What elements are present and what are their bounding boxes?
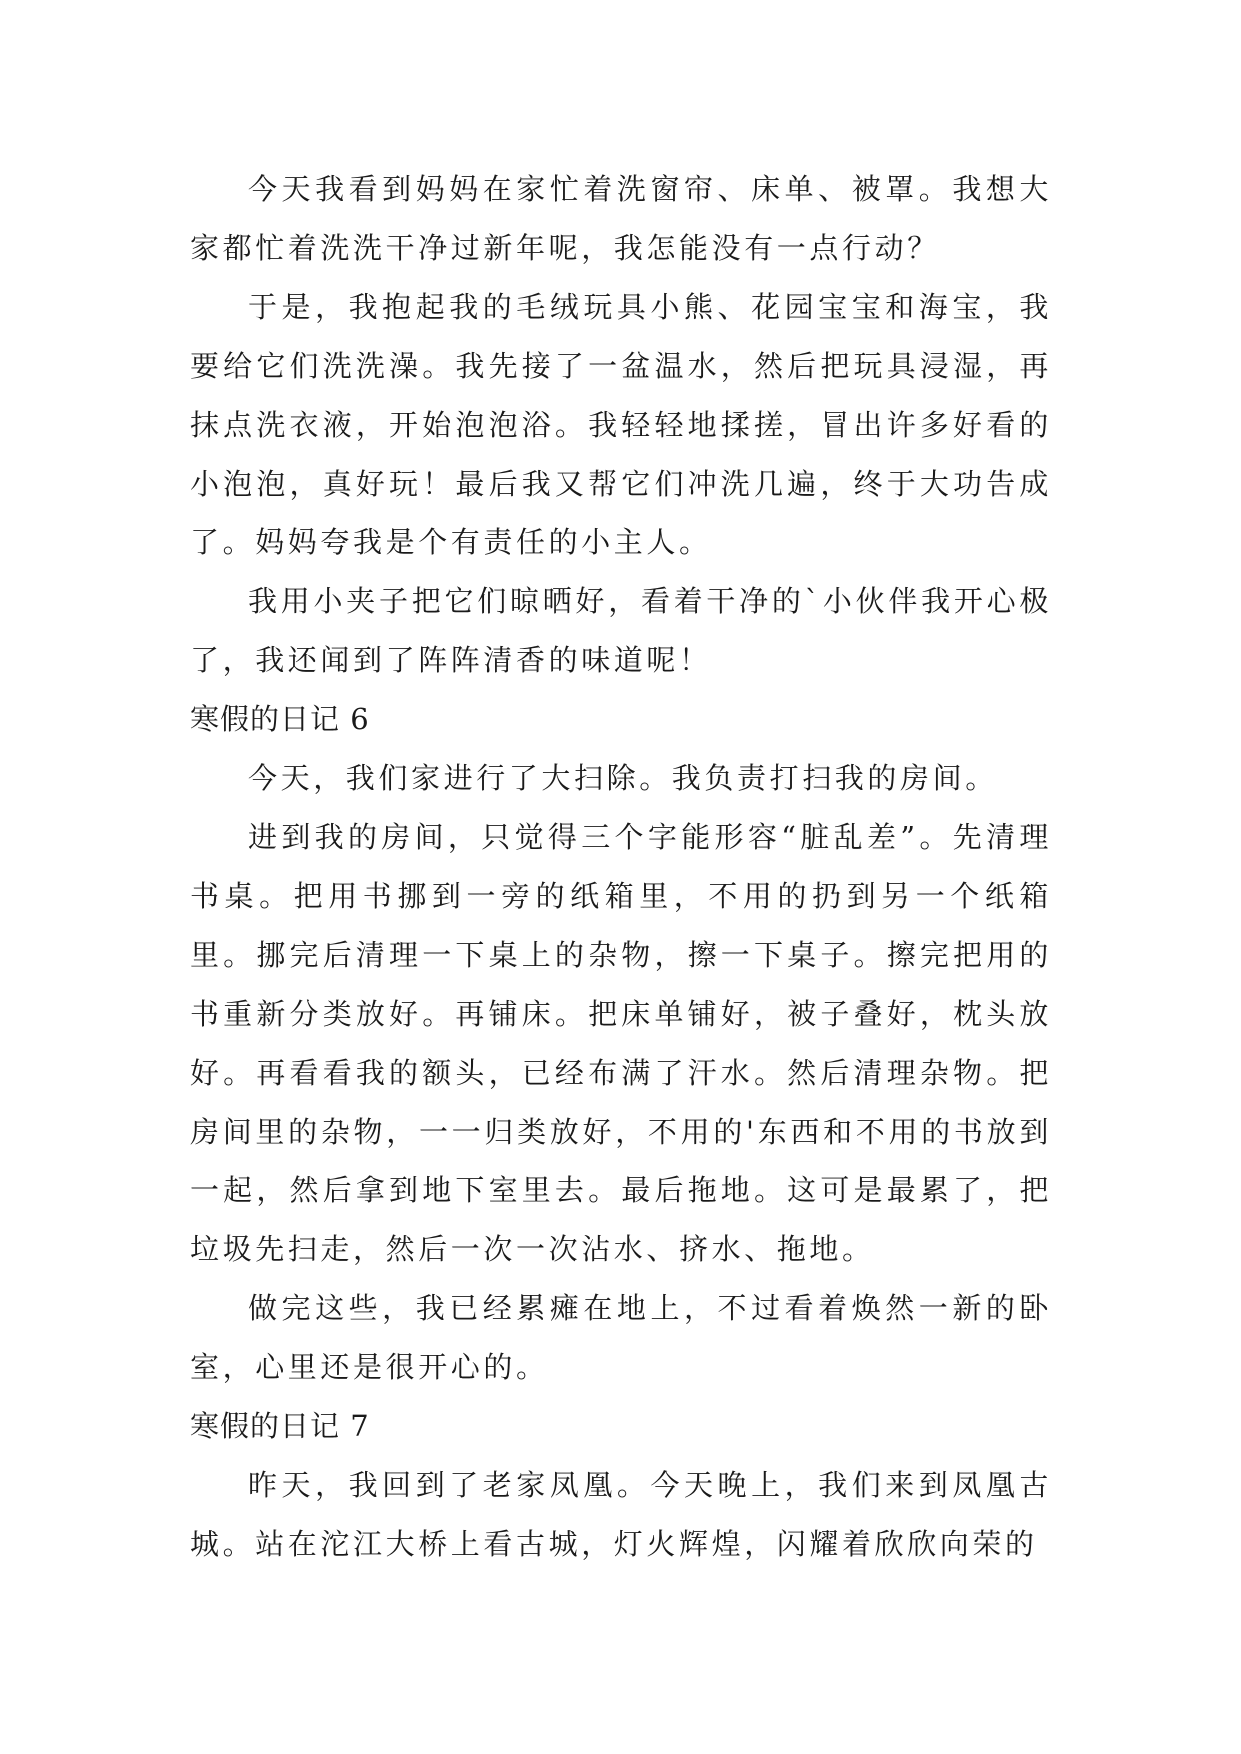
section-heading: 寒假的日记 7 [190,1409,370,1444]
paragraph: 我用小夹子把它们晾晒好，看着干净的`小伙伴我开心极了，我还闻到了阵阵清香的味道呢！ [190,584,1052,678]
paragraph: 今天我看到妈妈在家忙着洗窗帘、床单、被罩。我想大家都忙着洗洗干净过新年呢，我怎能没有一点行动？ [190,172,1052,265]
paragraph: 于是，我抱起我的毛绒玩具小熊、花园宝宝和海宝，我要给它们洗洗澡。我先接了一盆温水，然后把玩具浸湿，再抹点洗衣液，开始泡泡浴。我轻轻地揉搓，冒出许多好看的小泡泡，真好玩！最后我又帮它们冲洗几遍，终于大功告成了。妈妈夸我是个有责任的小主人。 [190,289,1052,560]
paragraph: 进到我的房间，只觉得三个字能形容“脏乱差”。先清理书桌。把用书挪到一旁的纸箱里，不用的扔到另一个纸箱里。挪完后清理一下桌上的杂物，擦一下桌子。擦完把用的书重新分类放好。再铺床。把床单铺好，被子叠好，枕头放好。再看看我的额头，已经布满了汗水。然后清理杂物。把房间里的杂物，一一归类放好，不用的'东西和不用的书放到一起，然后拿到地下室里去。最后拖地。这可是最累了，把垃圾先扫走，然后一次一次沾水、挤水、拖地。 [190,819,1052,1267]
paragraph: 今天，我们家进行了大扫除。我负责打扫我的房间。 [248,761,998,796]
paragraph: 昨天，我回到了老家凤凰。今天晚上，我们来到凤凰古城。站在沱江大桥上看古城，灯火辉煌，闪耀着欣欣向荣的 [190,1467,1052,1561]
paragraph: 做完这些，我已经累瘫在地上，不过看着焕然一新的卧室，心里还是很开心的。 [190,1291,1052,1385]
document-body [190,160,1052,1574]
section-heading: 寒假的日记 6 [190,702,370,737]
